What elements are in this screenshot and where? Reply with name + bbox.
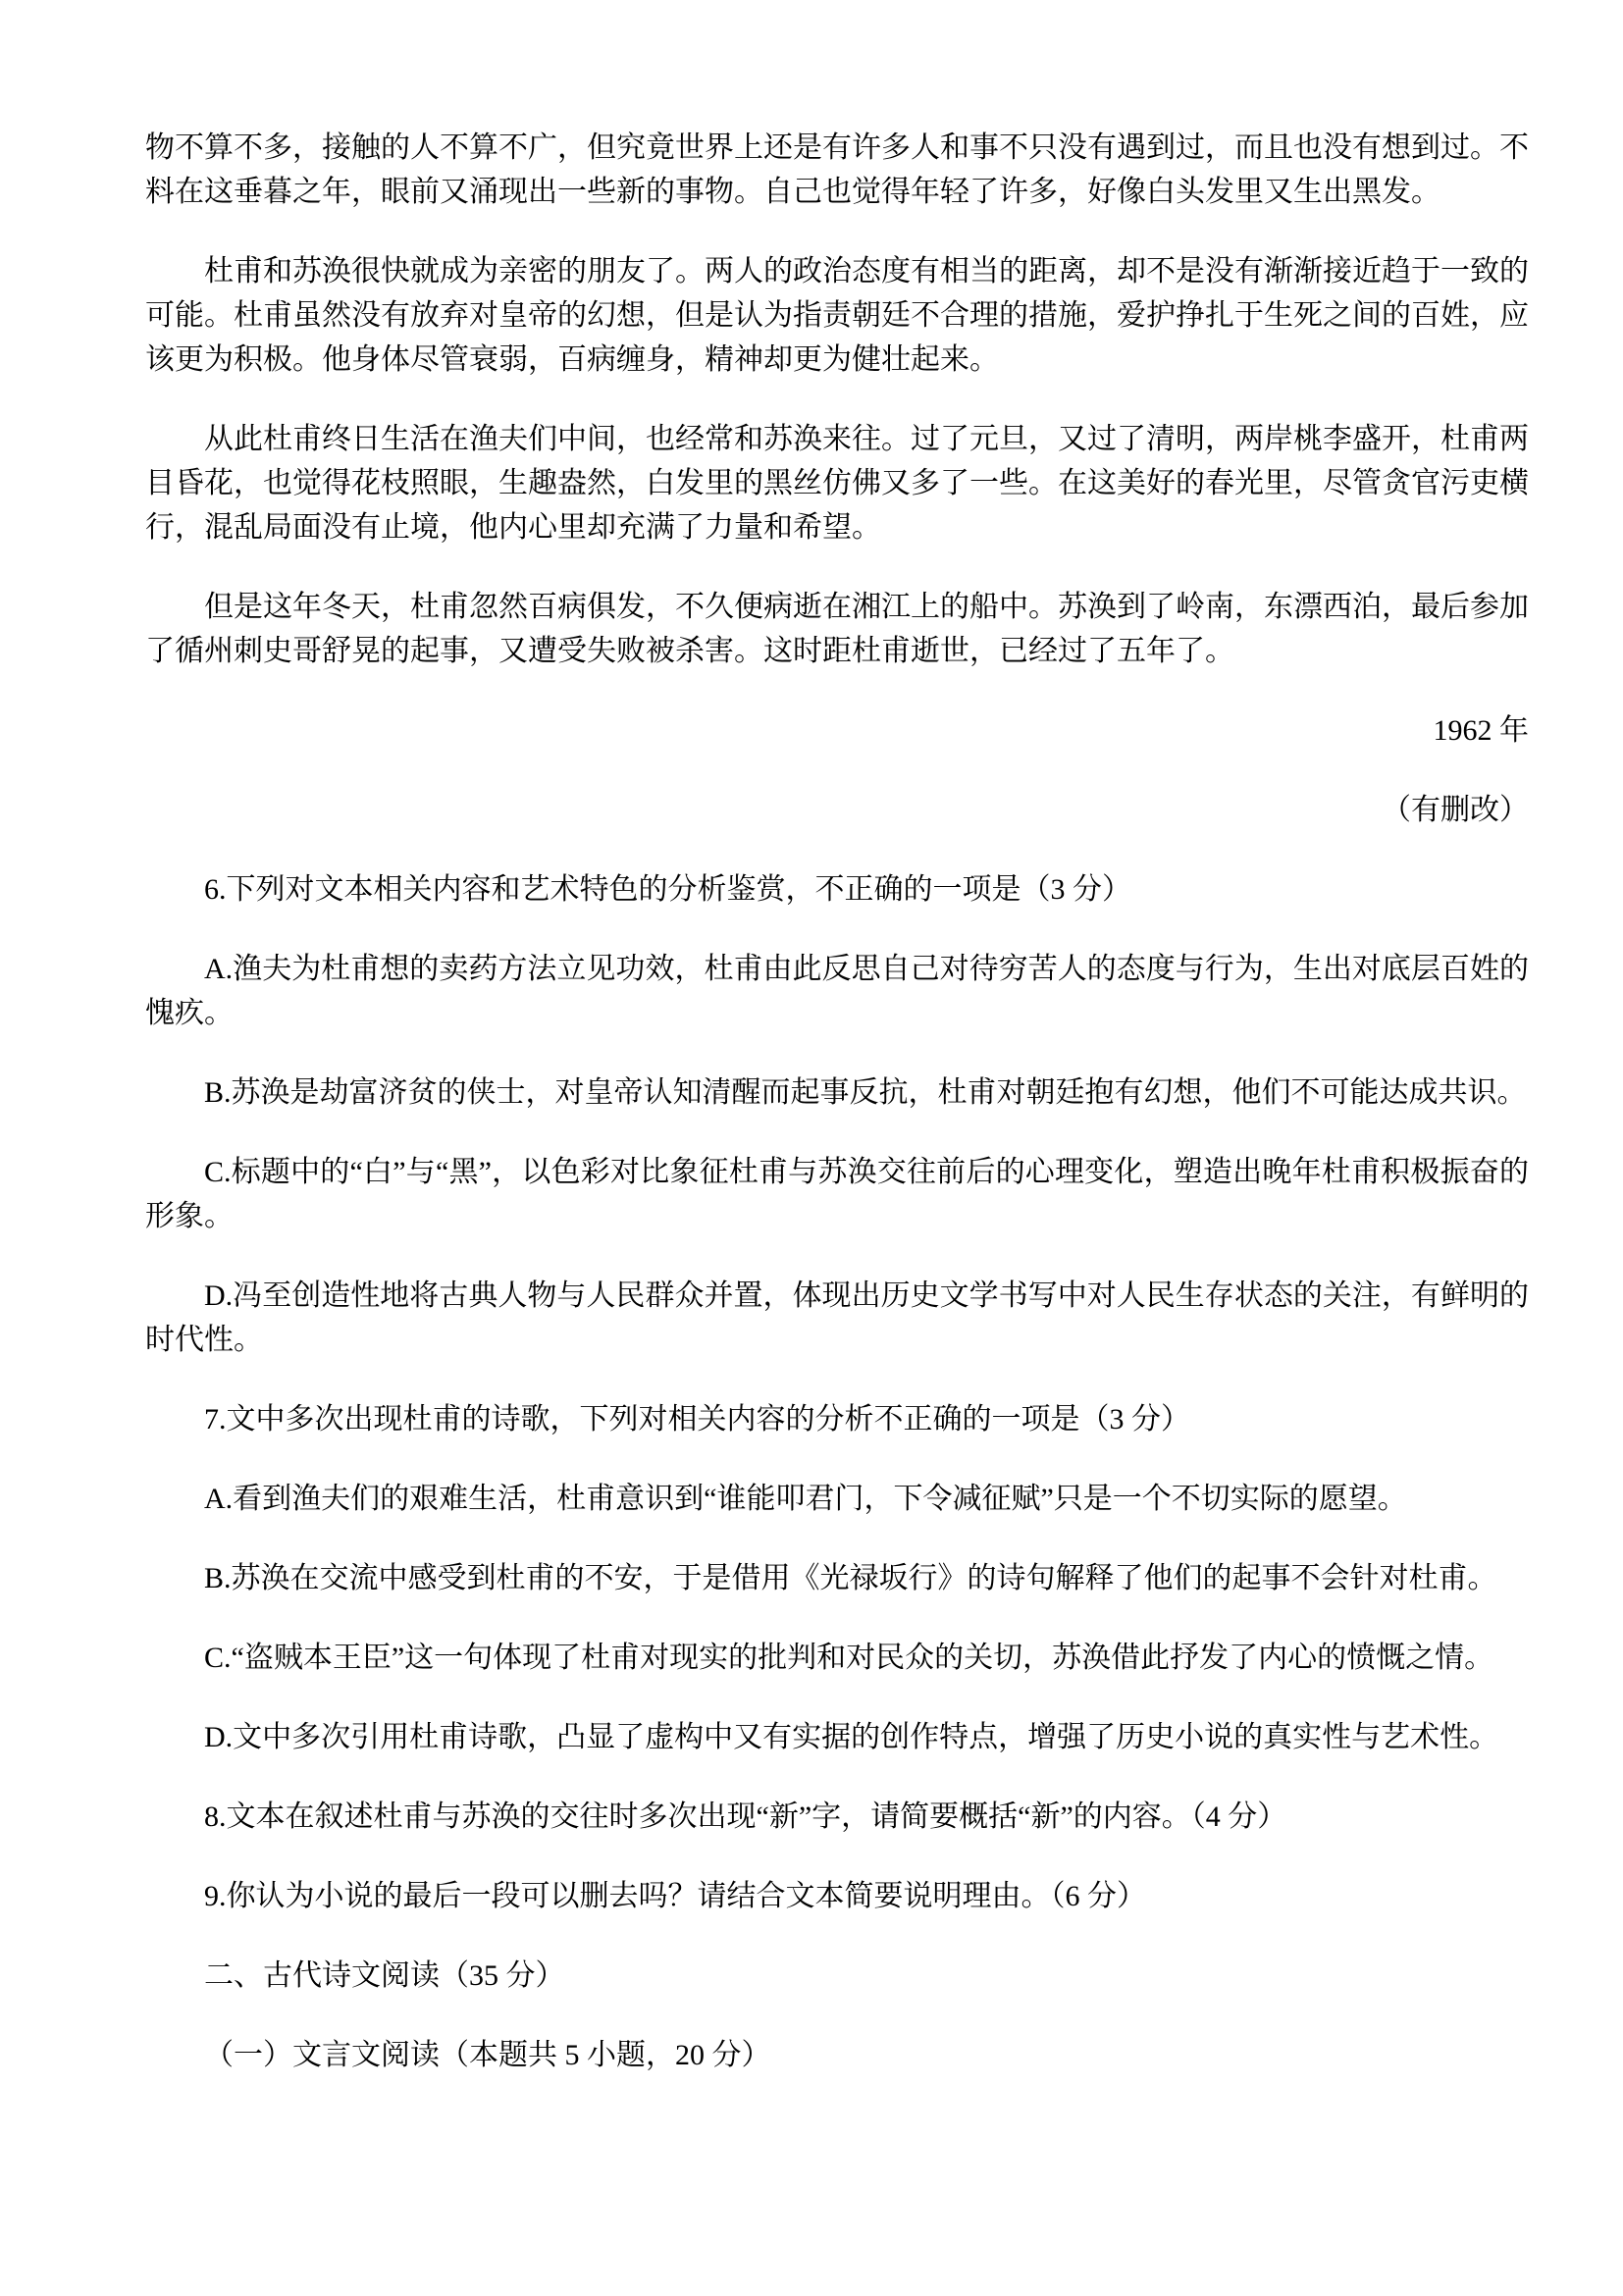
question-block-9 xyxy=(145,1874,1529,1918)
passage-paragraph-4: 但是这年冬天，杜甫忽然百病俱发，不久便病逝在湘江上的船中。苏涣到了岭南，东漂西泊，最后参加了循州刺史哥舒晃的起事，又遭受失败被杀害。这时距杜甫逝世，已经过了五年了。 xyxy=(145,591,1529,667)
question-6-option-a: A.渔夫为杜甫想的卖药方法立见功效，杜甫由此反思自己对待穷苦人的态度与行为，生出对底层百姓的愧疚。 xyxy=(145,953,1529,1029)
subsection-1-heading: （一）文言文阅读（本题共 5 小题，20 分） xyxy=(204,2039,771,2071)
page-content xyxy=(145,126,1529,2077)
question-block-7 xyxy=(145,1397,1529,1759)
passage-paragraph-continuation: 物不算不多，接触的人不算不广，但究竟世界上还是有许多人和事不只没有遇到过，而且也没有想到过。不料在这垂暮之年，眼前又涌现出一些新的事物。自己也觉得年轻了许多，好像白头发里又生出黑发。 xyxy=(145,131,1529,208)
question-7-option-b: B.苏涣在交流中感受到杜甫的不安，于是借用《光禄坂行》的诗句解释了他们的起事不会针对杜甫。 xyxy=(204,1562,1497,1594)
passage-source-note: （有删改） xyxy=(1382,794,1529,826)
passage-paragraph-2: 杜甫和苏涣很快就成为亲密的朋友了。两人的政治态度有相当的距离，却不是没有渐渐接近趋于一致的可能。杜甫虽然没有放弃对皇帝的幻想，但是认为指责朝廷不合理的措施，爱护挣扎于生死之间的百姓，应该更为积极。他身体尽管衰弱，百病缠身，精神却更为健壮起来。 xyxy=(145,255,1529,376)
question-6-option-c: C.标题中的“白”与“黑”，以色彩对比象征杜甫与苏涣交往前后的心理变化，塑造出晚年杜甫积极振奋的形象。 xyxy=(145,1156,1529,1232)
question-block-6 xyxy=(145,867,1529,1362)
question-7-option-c: C.“盗贼本王臣”这一句体现了杜甫对现实的批判和对民众的关切，苏涣借此抒发了内心的愤慨之情。 xyxy=(204,1642,1494,1674)
question-7-option-a: A.看到渔夫们的艰难生活，杜甫意识到“谁能叩君门，下令减征赋”只是一个不切实际的愿望。 xyxy=(204,1483,1407,1515)
question-9-stem: 9.你认为小说的最后一段可以删去吗？请结合文本简要说明理由。（6 分） xyxy=(204,1880,1146,1912)
section-2-heading: 二、古代诗文阅读（35 分） xyxy=(204,1959,565,1992)
section-headings xyxy=(145,1954,1529,2077)
question-6-option-b: B.苏涣是劫富济贫的侠士，对皇帝认知清醒而起事反抗，杜甫对朝廷抱有幻想，他们不可能达成共识。 xyxy=(204,1076,1527,1109)
question-6-stem: 6.下列对文本相关内容和艺术特色的分析鉴赏，不正确的一项是（3 分） xyxy=(204,873,1131,906)
question-8-stem: 8.文本在叙述杜甫与苏涣的交往时多次出现“新”字，请简要概括“新”的内容。（4 分） xyxy=(204,1800,1287,1833)
reading-passage xyxy=(145,126,1529,832)
question-6-option-d: D.冯至创造性地将古典人物与人民群众并置，体现出历史文学书写中对人民生存状态的关注，有鲜明的时代性。 xyxy=(145,1279,1529,1356)
question-7-option-d: D.文中多次引用杜甫诗歌，凸显了虚构中又有实据的创作特点，增强了历史小说的真实性与艺术性。 xyxy=(204,1721,1499,1753)
passage-date-line: 1962 年 xyxy=(1433,714,1529,747)
passage-paragraph-3: 从此杜甫终日生活在渔夫们中间，也经常和苏涣来往。过了元旦，又过了清明，两岸桃李盛开，杜甫两目昏花，也觉得花枝照眼，生趣盎然，白发里的黑丝仿佛又多了一些。在这美好的春光里，尽管贪官污吏横行，混乱局面没有止境，他内心里却充满了力量和希望。 xyxy=(145,423,1529,544)
question-7-stem: 7.文中多次出现杜甫的诗歌，下列对相关内容的分析不正确的一项是（3 分） xyxy=(204,1403,1190,1435)
question-block-8 xyxy=(145,1795,1529,1839)
